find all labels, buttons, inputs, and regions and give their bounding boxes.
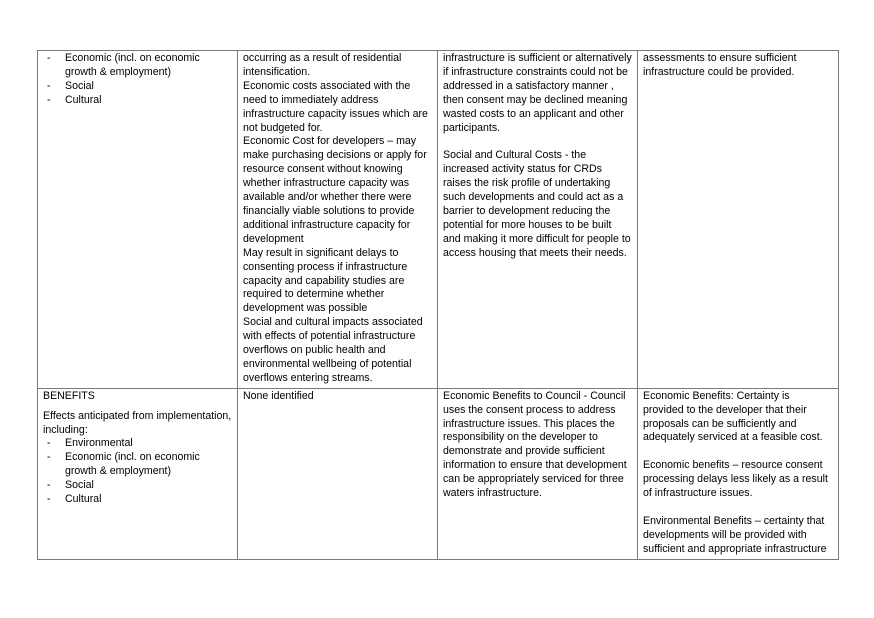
cost-paragraph: infrastructure is sufficient or alternatively if infrastructure constraints could not be addressed in a satisfactory manner , then consent may be declined meaning wasted costs to an applicant and other participants. xyxy=(443,52,632,134)
list-item: - Environmental xyxy=(43,437,232,451)
benefit-paragraph: Economic Benefits to Council - Council uses the consent process to address infrastructure issues. This places the responsibility on the developer to demonstrate and provide sufficient information to ensure that development can be appropriately serviced for three waters infrastructure. xyxy=(443,389,627,500)
benefit-paragraph: Economic Benefits: Certainty is provided to the developer that their proposals can be sufficiently and adequately serviced at a feasible cost. xyxy=(643,389,823,444)
cost-text: occurring as a result of residential intensification. xyxy=(243,52,402,78)
cell-benefits-option-3 xyxy=(638,388,839,559)
cell-effects-category xyxy=(38,51,238,389)
list-item: - Social xyxy=(43,80,232,94)
cost-paragraph: Social and Cultural Costs - the increased activity status for CRDs raises the risk profile of undertaking such developments and could act as a barrier to development reducing the potential for more houses to be built and making it more difficult for people to access housing that meets their needs. xyxy=(443,149,631,259)
benefit-text: None identified xyxy=(243,389,314,402)
cost-text: Economic Cost for developers – may make purchasing decisions or apply for resource consent without knowing whether infrastructure capacity was available and/or whether there were financially viable solutions to provide additional infrastructure capacity for development xyxy=(243,135,427,245)
effects-list xyxy=(43,437,232,507)
cost-paragraph: assessments to ensure sufficient infrastructure could be provided. xyxy=(643,52,797,78)
benefits-intro: Effects anticipated from implementation, including: xyxy=(43,409,232,436)
cell-costs-option-1 xyxy=(238,51,438,389)
cell-benefits-category xyxy=(38,388,238,559)
benefits-heading: BENEFITS xyxy=(43,389,95,402)
cell-benefits-option-1 xyxy=(238,388,438,559)
table-row-costs-continued xyxy=(38,51,839,389)
cost-text: May result in significant delays to consenting process if infrastructure capacity and capability studies are required to determine whether development was possible xyxy=(243,246,408,315)
benefit-paragraph: Economic benefits – resource consent processing delays less likely as a result of infrastructure issues. xyxy=(643,459,828,500)
list-item: - Cultural xyxy=(43,94,232,108)
cell-benefits-option-2 xyxy=(438,388,638,559)
list-item: - Cultural xyxy=(43,493,232,507)
list-item: - Economic (incl. on economic growth & employment) xyxy=(43,451,232,479)
table-row-benefits xyxy=(38,388,839,559)
assessment-table xyxy=(37,50,839,560)
effects-list xyxy=(43,52,232,108)
list-item: - Social xyxy=(43,479,232,493)
cost-text: Social and cultural impacts associated with effects of potential infrastructure overflows on public health and environmental wellbeing of potential overflows entering streams. xyxy=(243,316,423,384)
cell-costs-option-3 xyxy=(638,51,839,389)
list-item: - Economic (incl. on economic growth & employment) xyxy=(43,52,232,80)
cell-costs-option-2 xyxy=(438,51,638,389)
benefit-paragraph: Environmental Benefits – certainty that developments will be provided with sufficient and appropriate infrastructure xyxy=(643,514,827,555)
cost-text: Economic costs associated with the need to immediately address infrastructure capacity issues which are not budgeted for. xyxy=(243,79,428,134)
